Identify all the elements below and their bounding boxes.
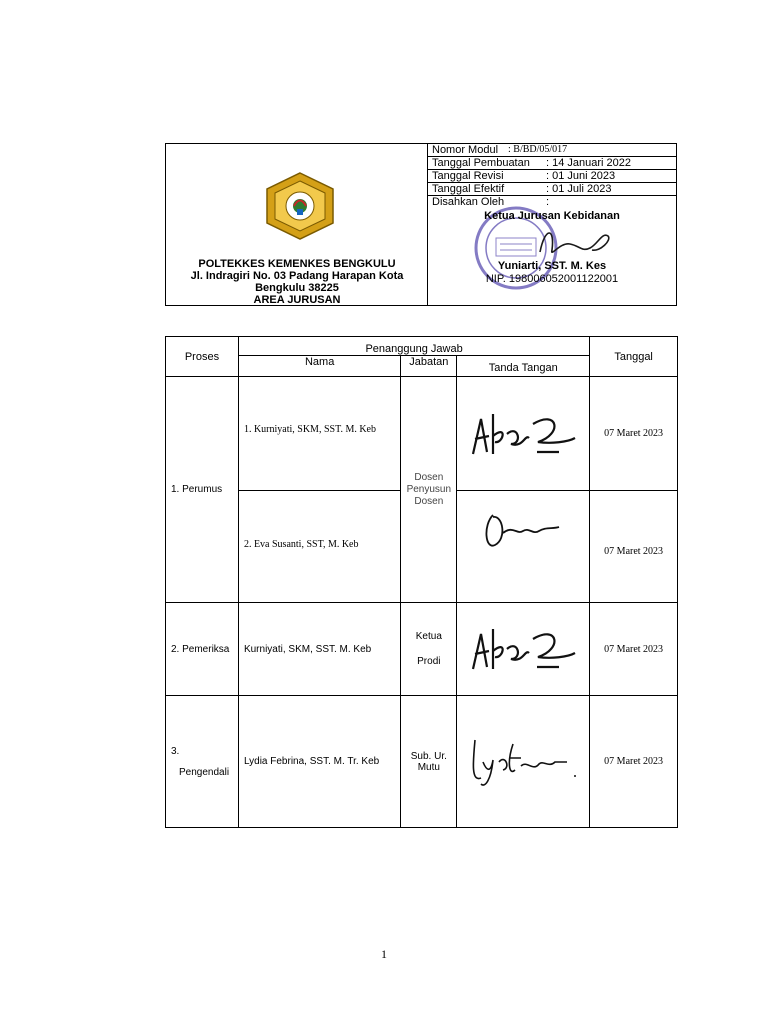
jabatan-cell <box>401 603 457 696</box>
signature-lydia-febrina <box>463 732 583 792</box>
document-header <box>165 143 677 306</box>
approver-name: Yuniarti, SST. M. Kes <box>497 260 607 272</box>
meta-row-tanggal-revisi <box>428 170 676 183</box>
signature-kurniyati <box>463 404 583 464</box>
meta-row-tanggal-pembuatan <box>428 157 676 170</box>
signature-cell <box>457 377 590 491</box>
jabatan-cell <box>401 696 457 828</box>
nama-cell: 2. Eva Susanti, SST, M. Keb <box>238 491 400 603</box>
table-row <box>166 377 678 491</box>
proses-cell: 2. Pemeriksa <box>166 603 239 696</box>
tanggal-cell: 07 Maret 2023 <box>590 377 678 491</box>
jabatan-line2: Mutu <box>417 761 440 773</box>
meta-value: : 01 Juli 2023 <box>546 183 612 195</box>
jabatan-cell: Dosen Penyusun Dosen <box>401 377 457 603</box>
signature-cell <box>457 603 590 696</box>
institution-address: Jl. Indragiri No. 03 Padang Harapan Kota <box>190 270 404 282</box>
jabatan-line1: Ketua <box>415 631 442 642</box>
meta-row-tanggal-efektif <box>428 183 676 196</box>
meta-value: : 01 Juni 2023 <box>546 170 616 182</box>
meta-label: Disahkan Oleh <box>432 196 505 208</box>
header-penanggung-jawab: Penanggung Jawab <box>238 337 589 356</box>
meta-row-nomor-modul <box>428 144 676 157</box>
proses-line2: Pengendali <box>179 766 230 778</box>
header-jabatan: Jabatan <box>401 356 457 377</box>
header-meta-panel <box>428 144 676 305</box>
meta-label: Tanggal Efektif <box>432 183 505 195</box>
signature-cell <box>457 696 590 828</box>
header-institution-panel <box>166 144 428 305</box>
meta-value: : <box>546 196 550 208</box>
nama-cell: Kurniyati, SKM, SST. M. Keb <box>238 603 400 696</box>
signature-cell <box>457 491 590 603</box>
meta-label: Tanggal Pembuatan <box>432 157 530 169</box>
approver-title: Ketua Jurusan Kebidanan <box>484 210 620 222</box>
institution-city: Bengkulu 38225 <box>255 282 339 294</box>
header-proses: Proses <box>166 337 239 377</box>
institution-logo <box>263 171 337 241</box>
meta-value: : 14 Januari 2022 <box>546 157 632 169</box>
proses-cell <box>166 696 239 828</box>
tanggal-cell: 07 Maret 2023 <box>590 696 678 828</box>
table-row <box>166 603 678 696</box>
meta-label: Nomor Modul <box>432 144 499 156</box>
meta-value: : B/BD/05/017 <box>508 144 568 155</box>
proses-line1: 3. <box>171 745 180 757</box>
signature-eva-susanti <box>473 505 573 555</box>
institution-name: POLTEKKES KEMENKES BENGKULU <box>198 258 396 270</box>
approver-signature <box>520 222 620 262</box>
tanggal-cell: 07 Maret 2023 <box>590 491 678 603</box>
proses-cell: 1. Perumus <box>166 377 239 603</box>
page-number: 1 <box>381 947 387 961</box>
responsibility-table <box>165 336 678 828</box>
jabatan-line1: Sub. Ur. <box>410 750 447 762</box>
table-row <box>166 696 678 828</box>
tanggal-cell: 07 Maret 2023 <box>590 603 678 696</box>
header-nama: Nama <box>238 356 400 377</box>
nama-cell: 1. Kurniyati, SKM, SST. M. Keb <box>238 377 400 491</box>
header-tanggal: Tanggal <box>590 337 678 377</box>
signature-kurniyati-2 <box>463 619 583 679</box>
institution-area: AREA JURUSAN <box>253 294 341 306</box>
jabatan-line2: Prodi <box>417 656 441 667</box>
approver-nip: NIP. 198006052001122001 <box>485 273 619 285</box>
header-tanda-tangan: Tanda Tangan <box>457 356 590 377</box>
nama-cell: Lydia Febrina, SST. M. Tr. Keb <box>238 696 400 828</box>
meta-label: Tanggal Revisi <box>432 170 504 182</box>
